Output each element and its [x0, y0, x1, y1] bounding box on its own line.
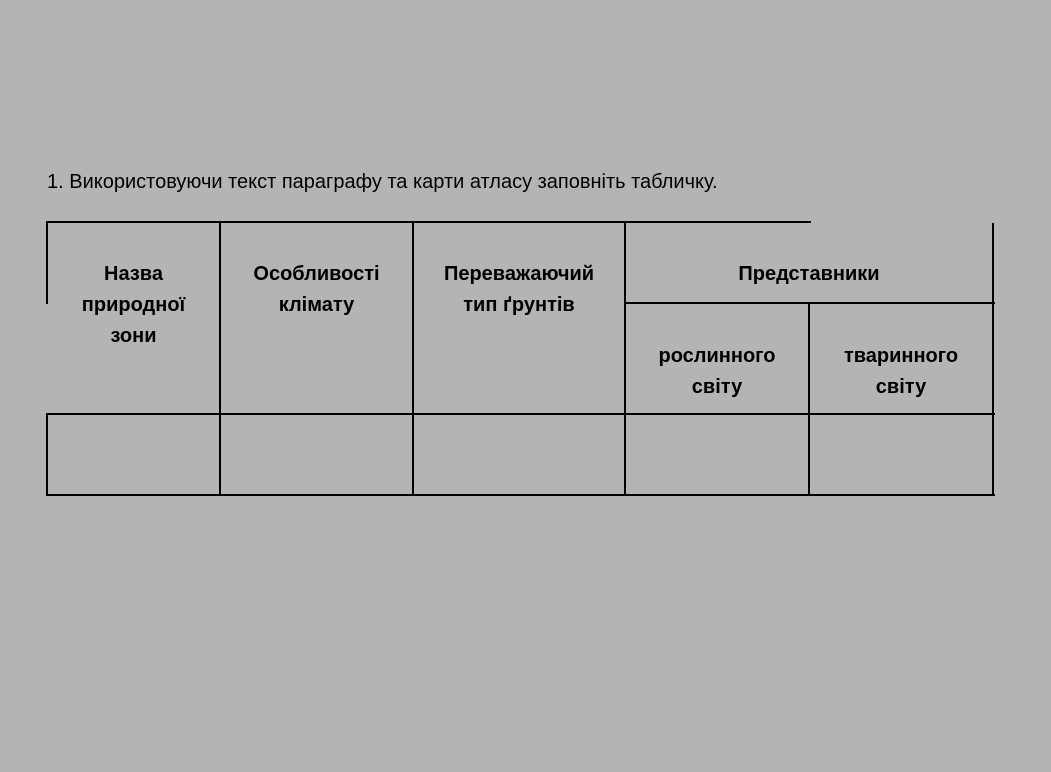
table-bottom-border — [46, 494, 995, 496]
answer-cell-soil-type — [414, 415, 624, 494]
right-border — [992, 223, 994, 496]
answer-cell-fauna — [810, 415, 992, 494]
header-soil-type: Переважаючий тип ґрунтів — [443, 263, 595, 316]
answer-cell-flora — [626, 415, 808, 494]
header-climate: Особливості клімату — [253, 263, 380, 316]
representatives-divider — [625, 302, 995, 304]
table-top-border — [46, 221, 811, 223]
answer-cell-zone-name — [48, 415, 219, 494]
header-zone-name: Назва природної зони — [81, 263, 186, 347]
header-fauna: тваринного світу — [843, 345, 959, 398]
header-representatives: Представники — [738, 263, 880, 285]
header-flora: рослинного світу — [658, 345, 776, 398]
task-instruction: 1. Використовуючи текст параграфу та карти атласу заповніть табличку. — [47, 171, 718, 193]
answer-cell-climate — [221, 415, 412, 494]
